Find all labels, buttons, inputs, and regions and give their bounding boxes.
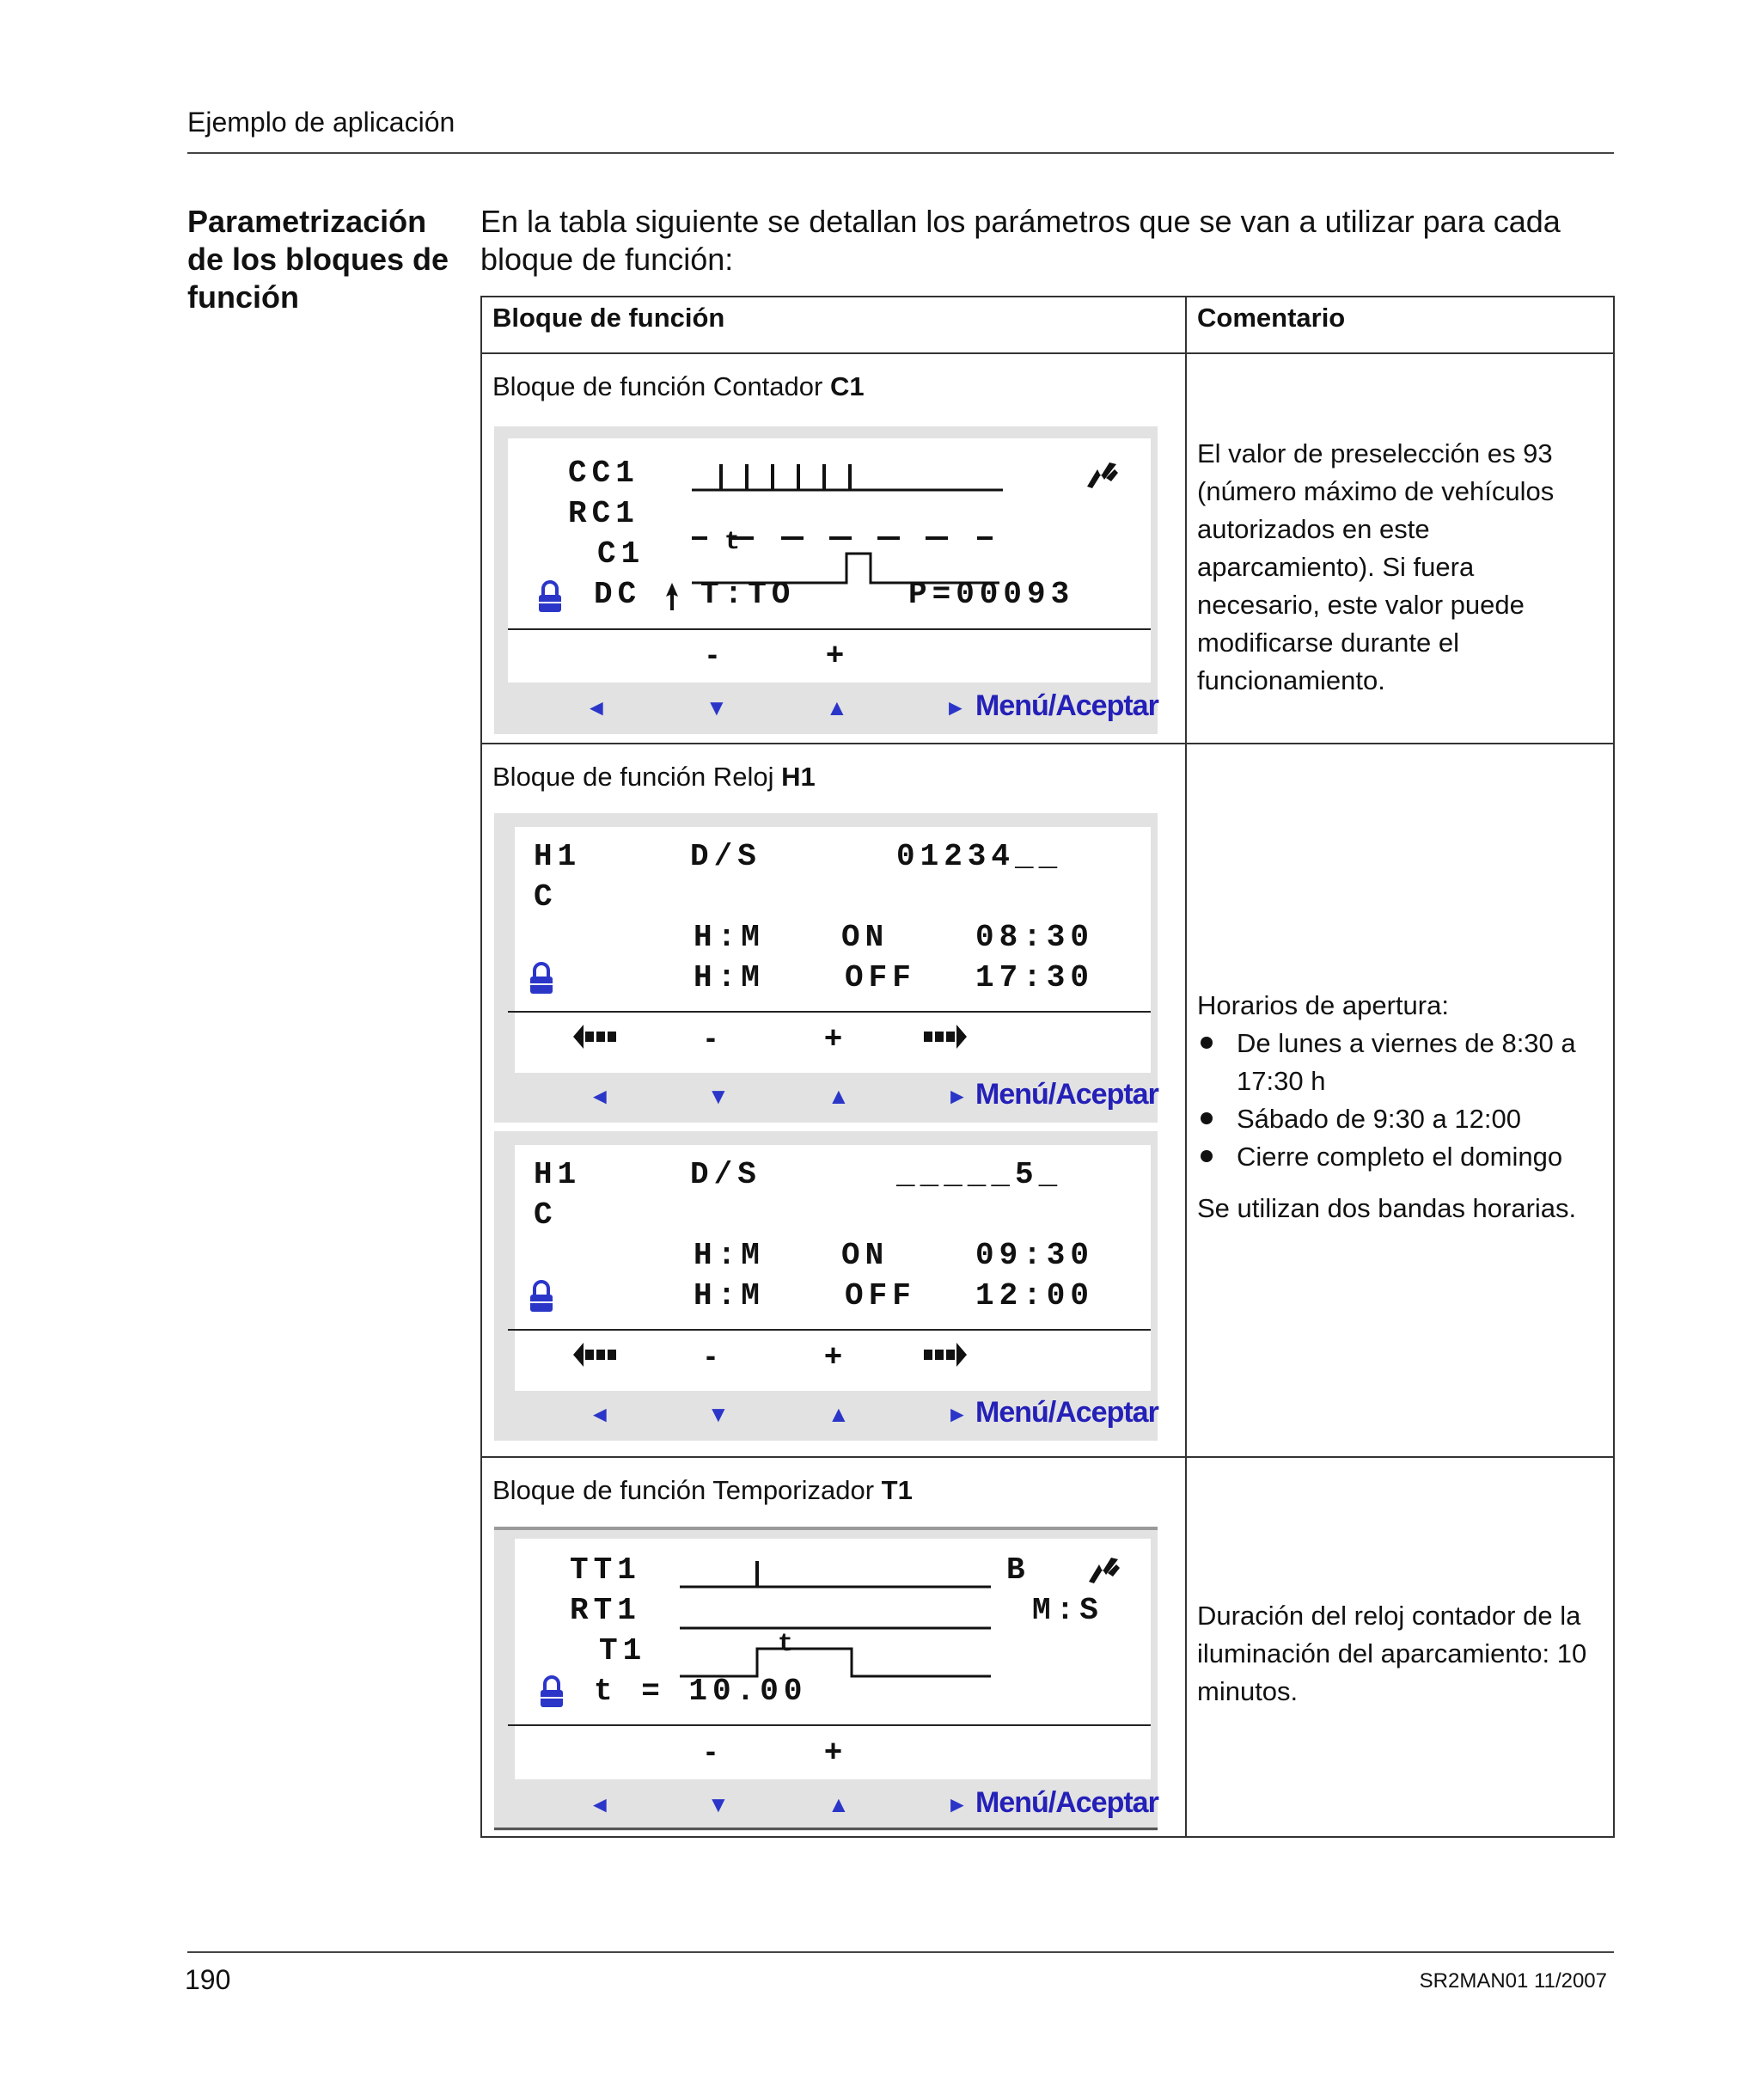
menu-accept-button[interactable]: Menú/Aceptar: [975, 689, 1158, 722]
lcd-timer-unit: M:S: [1032, 1593, 1103, 1628]
comment-clock-outro: Se utilizan dos bandas horarias.: [1197, 1193, 1577, 1223]
section-title: Parametrización de los bloques de función: [187, 204, 449, 315]
lcd-timer-duration: t = 10.00: [594, 1674, 808, 1709]
lcd-clock-ds: D/S: [690, 1157, 761, 1192]
nav-bar-clock-1: [494, 1073, 1158, 1119]
lcd-clock-on: ON: [841, 1238, 889, 1273]
lock-icon: [529, 1279, 554, 1313]
header-block: Bloque de función: [481, 297, 1186, 353]
nav-down-button[interactable]: ▼: [707, 1083, 730, 1109]
comment-counter: El valor de preselección es 93 (número máximo de vehículos autorizados en este aparcamiento). Si fuera necesario, este valor puede modificarse durante el funcionamiento.: [1197, 438, 1555, 695]
lcd-line-tt1: TT1: [570, 1552, 641, 1588]
page-number: 190: [185, 1964, 231, 1995]
lcd-timer-mode: T:TO: [700, 577, 796, 612]
lcd-line-dc: DC: [594, 577, 642, 612]
arrow-right-bar-icon[interactable]: [920, 1021, 969, 1052]
minus-key[interactable]: -: [707, 636, 718, 671]
nav-bar-timer: [494, 1781, 1158, 1830]
parameters-table: [480, 296, 1615, 1838]
nav-right-button[interactable]: ►: [946, 1791, 969, 1817]
lcd-line-t1: T1: [599, 1633, 647, 1668]
row-title-timer: Bloque de función Temporizador T1: [492, 1475, 913, 1505]
header-comment: Comentario: [1186, 297, 1614, 353]
lcd-clock-id: H1: [534, 1157, 582, 1192]
nav-bar-clock-2: [494, 1391, 1158, 1437]
nav-up-button[interactable]: ▲: [828, 1791, 850, 1817]
nav-left-button[interactable]: ◄: [585, 695, 608, 720]
opening-hours-list: [1197, 1025, 1603, 1176]
menu-accept-button[interactable]: Menú/Aceptar: [975, 1786, 1158, 1819]
lock-icon: [529, 961, 554, 995]
lcd-t-label: t: [778, 1630, 799, 1659]
lcd-clock-c: C: [534, 879, 558, 915]
arrow-left-bar-icon[interactable]: [571, 1021, 620, 1052]
arrow-up-icon: [664, 581, 680, 612]
lock-icon: [537, 579, 563, 614]
nav-right-button[interactable]: ►: [944, 695, 967, 720]
nav-up-button[interactable]: ▲: [826, 695, 848, 720]
timer-signal-diagram: [680, 1549, 998, 1687]
minus-key[interactable]: -: [706, 1019, 716, 1055]
lcd-clock-time-on: 08:30: [975, 920, 1095, 955]
nav-right-button[interactable]: ►: [946, 1401, 969, 1427]
comment-clock-intro: Horarios de apertura:: [1197, 990, 1449, 1020]
lcd-clock-off: OFF: [845, 960, 916, 995]
lcd-clock-time-off: 17:30: [975, 960, 1095, 995]
lcd-clock-c: C: [534, 1197, 558, 1233]
lcd-line-rc1: RC1: [568, 496, 639, 531]
lcd-clock-days: 01234__: [896, 839, 1063, 874]
lcd-clock-on: ON: [841, 920, 889, 955]
header-rule: [187, 152, 1614, 154]
lcd-clock-hm-off: H:M: [694, 960, 765, 995]
footer-rule: [187, 1951, 1614, 1953]
nav-down-button[interactable]: ▼: [706, 695, 728, 720]
arrow-left-bar-icon[interactable]: [571, 1339, 620, 1370]
lcd-clock-time-off: 12:00: [975, 1278, 1095, 1313]
nav-down-button[interactable]: ▼: [707, 1791, 730, 1817]
lcd-timer: [494, 1527, 1158, 1831]
table-row-counter: [481, 353, 1614, 744]
lcd-clock-hm-on: H:M: [694, 1238, 765, 1273]
plus-key[interactable]: +: [824, 1733, 843, 1768]
lcd-clock-time-on: 09:30: [975, 1238, 1095, 1273]
lcd-line-c1: C1: [597, 536, 645, 572]
document-code: SR2MAN01 11/2007: [1419, 1969, 1607, 1993]
counter-signal-diagram: [692, 452, 1018, 595]
lcd-preset-value: P=00093: [908, 577, 1075, 612]
lcd-clock-id: H1: [534, 839, 582, 874]
list-item: Cierre completo el domingo: [1197, 1138, 1603, 1176]
plus-key[interactable]: +: [824, 1019, 843, 1055]
menu-accept-button[interactable]: Menú/Aceptar: [975, 1396, 1158, 1429]
intro-paragraph: En la tabla siguiente se detallan los parámetros que se van a utilizar para cada bloque de función:: [480, 204, 1561, 277]
table-row-clock: [481, 744, 1614, 1457]
lcd-counter: [494, 426, 1158, 734]
row-title-clock: Bloque de función Reloj H1: [492, 762, 816, 792]
nav-left-button[interactable]: ◄: [589, 1401, 611, 1427]
nav-bar-counter: [494, 684, 1158, 731]
nav-left-button[interactable]: ◄: [589, 1083, 611, 1109]
minus-key[interactable]: -: [706, 1338, 716, 1373]
lcd-clock-ds: D/S: [690, 839, 761, 874]
list-item: De lunes a viernes de 8:30 a 17:30 h: [1197, 1025, 1603, 1100]
list-item: Sábado de 9:30 a 12:00: [1197, 1100, 1603, 1138]
comment-timer: Duración del reloj contador de la iluminación del aparcamiento: 10 minutos.: [1197, 1601, 1587, 1706]
minus-key[interactable]: -: [706, 1733, 716, 1768]
row-title-counter: Bloque de función Contador C1: [492, 371, 865, 401]
nav-up-button[interactable]: ▲: [828, 1083, 850, 1109]
plus-key[interactable]: +: [824, 1338, 843, 1373]
table-header-row: [481, 297, 1614, 353]
lightning-icon: [1085, 461, 1120, 490]
lcd-clock-band-1: [494, 813, 1158, 1123]
table-row-timer: [481, 1457, 1614, 1837]
menu-accept-button[interactable]: Menú/Aceptar: [975, 1078, 1158, 1111]
arrow-right-bar-icon[interactable]: [920, 1339, 969, 1370]
lcd-clock-band-2: [494, 1131, 1158, 1441]
plus-key[interactable]: +: [826, 636, 845, 671]
lcd-clock-off: OFF: [845, 1278, 916, 1313]
running-header: Ejemplo de aplicación: [187, 107, 455, 138]
comment-clock: [1187, 744, 1613, 1228]
lcd-t-label: t: [724, 528, 746, 557]
nav-right-button[interactable]: ►: [946, 1083, 969, 1109]
lock-icon: [539, 1674, 565, 1709]
lcd-clock-days: _____5_: [896, 1157, 1063, 1192]
nav-up-button[interactable]: ▲: [828, 1401, 850, 1427]
lcd-line-rt1: RT1: [570, 1593, 641, 1628]
nav-down-button[interactable]: ▼: [707, 1401, 730, 1427]
lcd-line-cc1: CC1: [568, 456, 639, 491]
nav-left-button[interactable]: ◄: [589, 1791, 611, 1817]
lcd-clock-hm-on: H:M: [694, 920, 765, 955]
lightning-icon: [1087, 1556, 1121, 1585]
lcd-timer-type: B: [1006, 1552, 1030, 1588]
lcd-clock-hm-off: H:M: [694, 1278, 765, 1313]
